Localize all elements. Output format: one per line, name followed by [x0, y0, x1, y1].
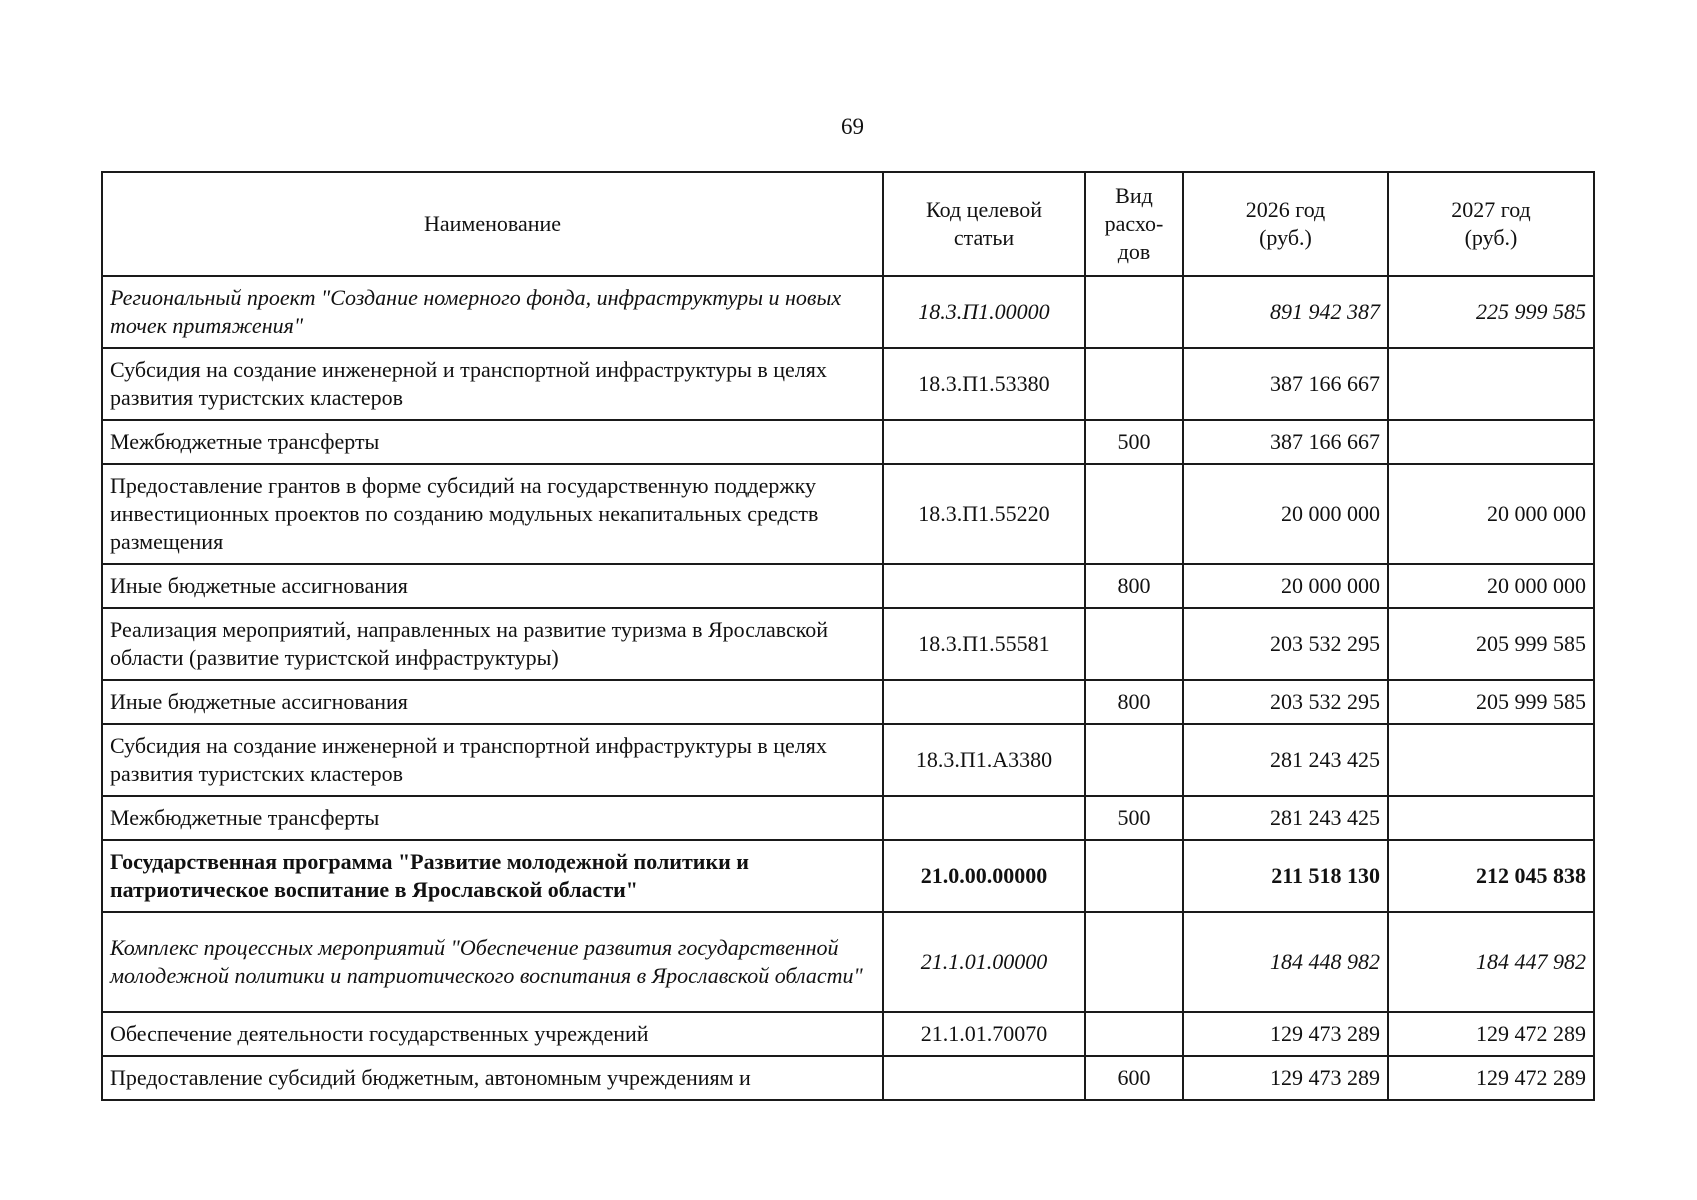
row-code: 18.3.П1.55220	[883, 464, 1085, 564]
row-2027	[1388, 796, 1594, 840]
header-code-text: Код целевой статьи	[926, 197, 1042, 250]
row-kind	[1085, 724, 1183, 796]
row-2026: 184 448 982	[1183, 912, 1388, 1012]
row-2026: 129 473 289	[1183, 1012, 1388, 1056]
row-kind	[1085, 348, 1183, 420]
table-row	[102, 276, 1594, 348]
row-code	[883, 1056, 1085, 1100]
row-2026: 891 942 387	[1183, 276, 1388, 348]
table-row	[102, 1012, 1594, 1056]
row-code: 21.0.00.00000	[883, 840, 1085, 912]
row-code: 18.3.П1.А3380	[883, 724, 1085, 796]
row-2026: 387 166 667	[1183, 348, 1388, 420]
row-2026: 387 166 667	[1183, 420, 1388, 464]
row-2027: 20 000 000	[1388, 464, 1594, 564]
table-row	[102, 420, 1594, 464]
row-2027: 205 999 585	[1388, 680, 1594, 724]
row-name: Субсидия на создание инженерной и транспортной инфраструктуры в целях развития туристских кластеров	[102, 724, 883, 796]
table-row	[102, 912, 1594, 1012]
row-name: Комплекс процессных мероприятий "Обеспечение развития государственной молодежной политики и патриотического воспитания в Ярославской области"	[102, 912, 883, 1012]
row-2027: 212 045 838	[1388, 840, 1594, 912]
table-row	[102, 608, 1594, 680]
header-kind-line2: расхо-	[1104, 211, 1164, 236]
row-2027: 225 999 585	[1388, 276, 1594, 348]
row-2026: 203 532 295	[1183, 680, 1388, 724]
row-name: Предоставление грантов в форме субсидий на государственную поддержку инвестиционных проектов по созданию модульных некапитальных средств размещения	[102, 464, 883, 564]
table-header-row	[102, 172, 1594, 276]
budget-table	[101, 171, 1595, 1101]
row-2026: 211 518 130	[1183, 840, 1388, 912]
row-2027	[1388, 420, 1594, 464]
header-kind-line3: дов	[1117, 239, 1151, 264]
row-name: Иные бюджетные ассигнования	[102, 680, 883, 724]
row-2027: 205 999 585	[1388, 608, 1594, 680]
row-code	[883, 564, 1085, 608]
table-row	[102, 680, 1594, 724]
row-name: Государственная программа "Развитие молодежной политики и патриотическое воспитание в Ярославской области"	[102, 840, 883, 912]
row-kind	[1085, 276, 1183, 348]
row-kind: 500	[1085, 420, 1183, 464]
table-row	[102, 348, 1594, 420]
row-2027: 129 472 289	[1388, 1056, 1594, 1100]
header-kind	[1085, 172, 1183, 276]
row-kind: 600	[1085, 1056, 1183, 1100]
row-2026: 281 243 425	[1183, 724, 1388, 796]
row-2027	[1388, 348, 1594, 420]
row-kind: 800	[1085, 564, 1183, 608]
row-name: Реализация мероприятий, направленных на развитие туризма в Ярославской области (развитие туристской инфраструктуры)	[102, 608, 883, 680]
header-name: Наименование	[102, 172, 883, 276]
row-2026: 203 532 295	[1183, 608, 1388, 680]
header-2027	[1388, 172, 1594, 276]
row-2027: 20 000 000	[1388, 564, 1594, 608]
row-2026: 20 000 000	[1183, 464, 1388, 564]
header-code	[883, 172, 1085, 276]
row-kind: 800	[1085, 680, 1183, 724]
row-code: 18.3.П1.53380	[883, 348, 1085, 420]
row-2026: 281 243 425	[1183, 796, 1388, 840]
header-2026	[1183, 172, 1388, 276]
table-row	[102, 464, 1594, 564]
row-2026: 129 473 289	[1183, 1056, 1388, 1100]
row-name: Обеспечение деятельности государственных учреждений	[102, 1012, 883, 1056]
table-row	[102, 796, 1594, 840]
row-kind	[1085, 912, 1183, 1012]
row-kind: 500	[1085, 796, 1183, 840]
row-name: Иные бюджетные ассигнования	[102, 564, 883, 608]
header-2026-text: 2026 год (руб.)	[1245, 197, 1326, 250]
header-2027-text: 2027 год (руб.)	[1451, 197, 1531, 250]
table-row	[102, 840, 1594, 912]
table-row	[102, 564, 1594, 608]
row-2027	[1388, 724, 1594, 796]
row-name: Межбюджетные трансферты	[102, 796, 883, 840]
row-name: Региональный проект "Создание номерного фонда, инфраструктуры и новых точек притяжения"	[102, 276, 883, 348]
row-kind	[1085, 608, 1183, 680]
row-code: 18.3.П1.55581	[883, 608, 1085, 680]
row-kind	[1085, 1012, 1183, 1056]
row-2027: 184 447 982	[1388, 912, 1594, 1012]
row-code	[883, 680, 1085, 724]
page-number: 69	[841, 114, 864, 139]
row-kind	[1085, 464, 1183, 564]
row-name: Межбюджетные трансферты	[102, 420, 883, 464]
row-code	[883, 796, 1085, 840]
row-code: 18.3.П1.00000	[883, 276, 1085, 348]
row-kind	[1085, 840, 1183, 912]
row-code	[883, 420, 1085, 464]
header-kind-line1: Вид	[1115, 183, 1153, 208]
table-row	[102, 1056, 1594, 1100]
row-name: Субсидия на создание инженерной и транспортной инфраструктуры в целях развития туристских кластеров	[102, 348, 883, 420]
row-2027: 129 472 289	[1388, 1012, 1594, 1056]
row-name: Предоставление субсидий бюджетным, автономным учреждениям и	[102, 1056, 883, 1100]
table-row	[102, 724, 1594, 796]
row-2026: 20 000 000	[1183, 564, 1388, 608]
row-code: 21.1.01.00000	[883, 912, 1085, 1012]
row-code: 21.1.01.70070	[883, 1012, 1085, 1056]
